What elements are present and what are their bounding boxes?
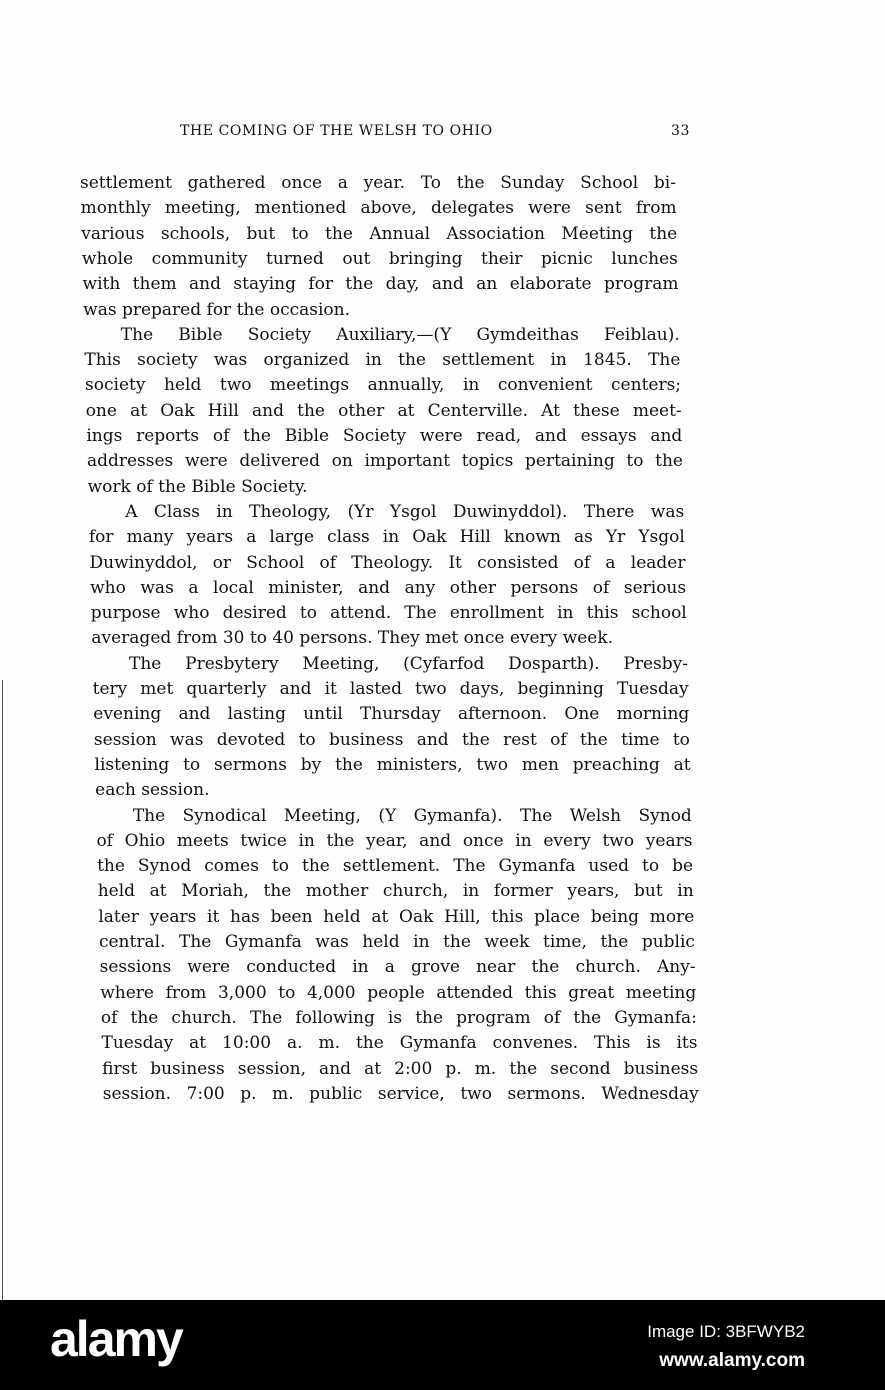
- page-edge-line: [2, 680, 3, 1300]
- text-line: monthly meeting, mentioned above, delegates were sent from: [80, 198, 677, 219]
- watermark-bar: [0, 1300, 885, 1390]
- text-line: with them and staying for the day, and an elaborate program: [82, 274, 679, 295]
- text-line: work of the Bible Society.: [87, 476, 308, 497]
- alamy-logo: alamy: [50, 1311, 182, 1367]
- text-line: purpose who desired to attend. The enrollment in this school: [90, 603, 687, 624]
- text-line: of the church. The following is the program of the Gymanfa:: [100, 1007, 697, 1028]
- text-line: Tuesday at 10:00 a. m. the Gymanfa convenes. This is its: [101, 1033, 698, 1054]
- text-line: various schools, but to the Annual Association Meeting the: [81, 223, 678, 244]
- page-number: 33: [670, 123, 690, 139]
- text-line: was prepared for the occasion.: [83, 299, 350, 320]
- text-line: society held two meetings annually, in convenient centers;: [85, 375, 682, 396]
- text-line: for many years a large class in Oak Hill known as Yr Ysgol: [88, 527, 685, 548]
- text-line: The Bible Society Auxiliary,—(Y Gymdeithas Feiblau).: [120, 324, 680, 345]
- text-line: central. The Gymanfa was held in the week time, the public: [98, 932, 695, 952]
- text-line: A Class in Theology, (Yr Ysgol Duwinyddol). There was: [125, 501, 685, 522]
- text-line: sessions were conducted in a grove near the church. Any-: [99, 957, 696, 978]
- text-line: later years it has been held at Oak Hill, this place being more: [98, 906, 695, 927]
- text-line: where from 3,000 to 4,000 people attended this great meeting: [100, 982, 697, 1003]
- text-line: the Synod comes to the settlement. The Gymanfa used to be: [97, 856, 694, 877]
- site-url: www.alamy.com: [659, 1350, 805, 1371]
- header-title: THE COMING OF THE WELSH TO OHIO: [180, 123, 493, 139]
- text-line: ings reports of the Bible Society were read, and essays and: [86, 426, 683, 446]
- text-line: session. 7:00 p. m. public service, two sermons. Wednesday: [102, 1083, 699, 1104]
- text-line: settlement gathered once a year. To the Sunday School bi-: [80, 173, 676, 193]
- text-line: evening and lasting until Thursday afternoon. One morning: [93, 704, 690, 725]
- text-line: held at Moriah, the mother church, in former years, but in: [97, 881, 694, 902]
- text-line: addresses were delivered on important topics pertaining to the: [86, 451, 683, 472]
- text-line: tery met quarterly and it lasted two days, beginning Tuesday: [92, 679, 689, 699]
- text-line: The Synodical Meeting, (Y Gymanfa). The Welsh Synod: [132, 805, 692, 826]
- text-line: listening to sermons by the ministers, two men preaching at: [94, 754, 691, 775]
- text-line: who was a local minister, and any other persons of serious: [90, 577, 687, 598]
- text-line: each session.: [95, 780, 210, 801]
- text-line: one at Oak Hill and the other at Centerville. At these meet-: [85, 400, 682, 421]
- text-line: of Ohio meets twice in the year, and once in every two years: [96, 830, 693, 851]
- text-line: first business session, and at 2:00 p. m. the second business: [102, 1058, 699, 1079]
- image-id: Image ID: 3BFWYB2: [647, 1322, 805, 1341]
- text-line: averaged from 30 to 40 persons. They met once every week.: [91, 628, 614, 649]
- text-line: The Presbytery Meeting, (Cyfarfod Dosparth). Presby-: [129, 653, 689, 674]
- text-line: Duwinyddol, or School of Theology. It consisted of a leader: [89, 552, 686, 573]
- text-line: This society was organized in the settlement in 1845. The: [84, 350, 681, 371]
- text-line: whole community turned out bringing their picnic lunches: [81, 248, 678, 269]
- text-line: session was devoted to business and the rest of the time to: [93, 729, 690, 750]
